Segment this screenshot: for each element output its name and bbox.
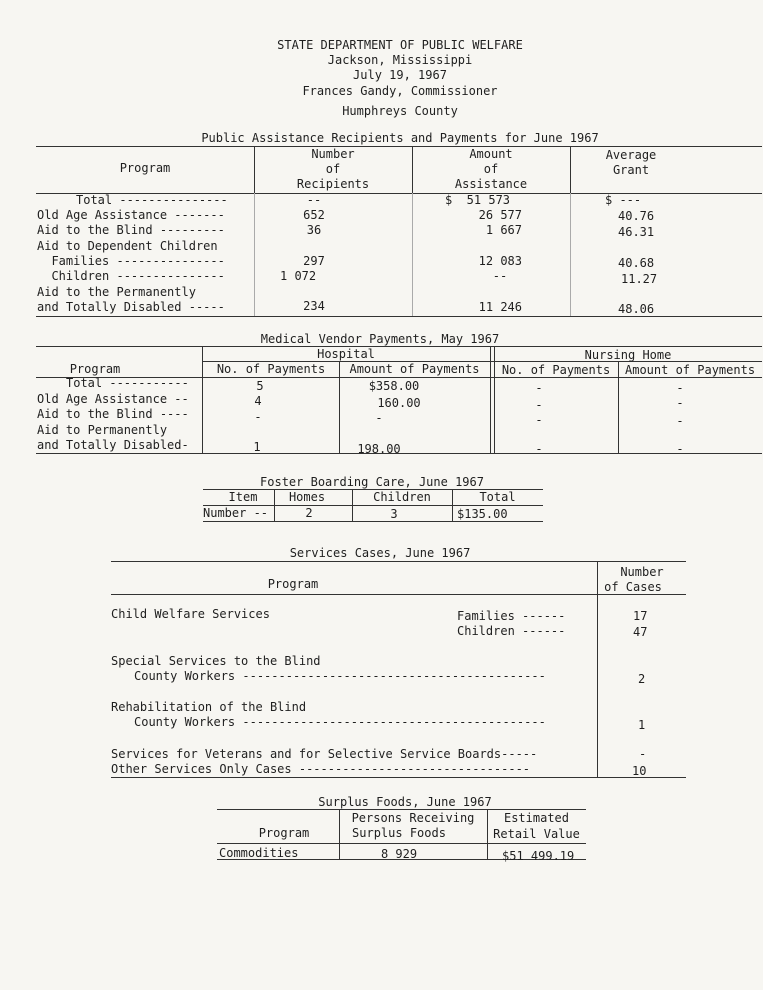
row-amount: 11 246 [478,300,522,314]
medical-title: Medical Vendor Payments, May 1967 [260,332,500,346]
row-label: Aid to the Permanently [37,285,196,299]
row-amount: 1 667 [485,223,522,237]
row-label: Total ----------- [66,376,189,390]
commissioner: Frances Gandy, Commissioner [302,84,498,98]
row-average: 46.31 [618,225,655,239]
families-value: 17 [633,609,648,623]
col-recipients-2: of [325,162,341,176]
col-recipients-3: Recipients [296,177,370,191]
foster-col-children: Children [373,490,431,504]
medical-program-header: Program [69,362,121,376]
col-amount-2: of [483,162,499,176]
agency-title: STATE DEPARTMENT OF PUBLIC WELFARE [277,38,523,52]
col-amount-1: Amount [469,147,513,161]
children-value: 47 [633,625,648,639]
col-recipients-1: Number [311,147,355,161]
foster-row-children: 3 [390,507,398,521]
special-blind-label: Special Services to the Blind [111,654,321,668]
veterans-label: Services for Veterans and for Selective Service Boards----- [111,747,538,761]
row-amount: 12 083 [478,254,522,268]
surplus-row-persons: 8 929 [380,847,418,861]
row-label: Aid to Dependent Children [37,239,218,253]
row-label: Aid to Permanently [37,423,168,437]
row-recipients: -- [306,193,322,207]
surplus-row-retail: $51 499.19 [502,849,575,863]
row-label: Old Age Assistance -- [37,392,189,406]
row-label: Total --------------- [76,193,228,207]
row-label: and Totally Disabled ----- [37,300,225,314]
child-welfare-label: Child Welfare Services [111,607,270,621]
children-label: Children ------ [457,624,566,638]
row-nursing-no: - [535,398,543,412]
row-nursing-amount: - [676,414,684,428]
row-nursing-amount: - [676,381,684,395]
row-hospital-amount: 198.00 [357,442,401,456]
row-recipients: 297 [303,254,325,268]
assistance-title: Public Assistance Recipients and Payments for June 1967 [201,131,599,145]
county: Humphreys County [342,104,458,118]
row-label: Old Age Assistance ------- [37,208,225,222]
row-hospital-amount: 160.00 [377,396,421,410]
row-nursing-amount: - [676,396,684,410]
col-program: Program [119,161,171,175]
rehab-value: 1 [638,718,646,732]
row-nursing-no: - [535,413,543,427]
other-services-label: Other Services Only Cases -------------------------------- [111,762,531,776]
row-nursing-no: - [535,381,543,395]
row-average: 40.68 [618,256,655,270]
nursing-home-header: Nursing Home [584,348,672,362]
surplus-row-program: Commodities [219,846,299,860]
special-blind-value: 2 [638,672,646,686]
row-hospital-no: 5 [256,379,264,393]
row-label: Aid to the Blind --------- [37,223,225,237]
surplus-retail-1: Estimated [503,811,570,825]
hospital-header: Hospital [317,347,375,361]
row-nursing-amount: - [676,442,684,456]
foster-col-homes: Homes [288,490,326,504]
report-date: July 19, 1967 [353,68,447,82]
foster-row-total: $135.00 [457,507,508,521]
row-amount: 26 577 [478,208,522,222]
rehab-workers: County Workers ------------------------------------------ [134,715,546,729]
foster-row-item: Number -- [203,506,269,520]
row-hospital-amount: - [375,411,383,425]
col-average-1: Average [605,148,657,162]
row-hospital-no: - [254,410,262,424]
foster-col-total: Total [479,490,516,504]
surplus-program-header: Program [258,826,310,840]
nursing-no-payments: No. of Payments [501,363,611,377]
row-recipients: 1 072 [280,269,317,283]
row-label: Families --------------- [37,254,225,268]
col-amount-3: Assistance [454,177,528,191]
surplus-title: Surplus Foods, June 1967 [318,795,492,809]
row-recipients: 234 [303,299,325,313]
foster-col-item: Item [228,490,258,504]
hospital-amount-payments: Amount of Payments [349,362,480,376]
families-label: Families ------ [457,609,566,623]
city: Jackson, Mississippi [327,53,473,67]
row-recipients: 652 [303,208,325,222]
services-title: Services Cases, June 1967 [289,546,471,560]
services-number-header-1: Number [620,565,664,579]
row-label: Children --------------- [37,269,225,283]
surplus-retail-2: Retail Value [493,827,580,841]
veterans-value: - [639,747,647,761]
row-hospital-no: 1 [253,440,261,454]
row-label: Aid to the Blind ---- [37,407,189,421]
col-average-2: Grant [612,163,650,177]
services-program-header: Program [267,577,319,591]
row-hospital-amount: $358.00 [368,379,420,393]
special-blind-workers: County Workers ------------------------------------------ [134,669,546,683]
foster-row-homes: 2 [305,506,313,520]
surplus-persons-2: Surplus Foods [352,826,446,840]
row-hospital-no: 4 [254,394,262,408]
row-average: 48.06 [618,302,655,316]
hospital-no-payments: No. of Payments [216,362,326,376]
row-amount: $ 51 573 [445,193,511,207]
row-nursing-no: - [535,442,543,456]
other-services-value: 10 [632,764,647,778]
rehab-blind-label: Rehabilitation of the Blind [111,700,307,714]
row-average: 40.76 [618,209,655,223]
foster-title: Foster Boarding Care, June 1967 [260,475,484,489]
row-average: 11.27 [621,272,658,286]
row-average: $ --- [605,193,642,207]
row-amount: -- [492,269,508,283]
nursing-amount-payments: Amount of Payments [625,363,756,377]
row-recipients: 36 [306,223,322,237]
services-number-header-2: of Cases [604,580,662,594]
row-label: and Totally Disabled- [37,438,189,452]
surplus-persons-1: Persons Receiving [351,811,475,825]
